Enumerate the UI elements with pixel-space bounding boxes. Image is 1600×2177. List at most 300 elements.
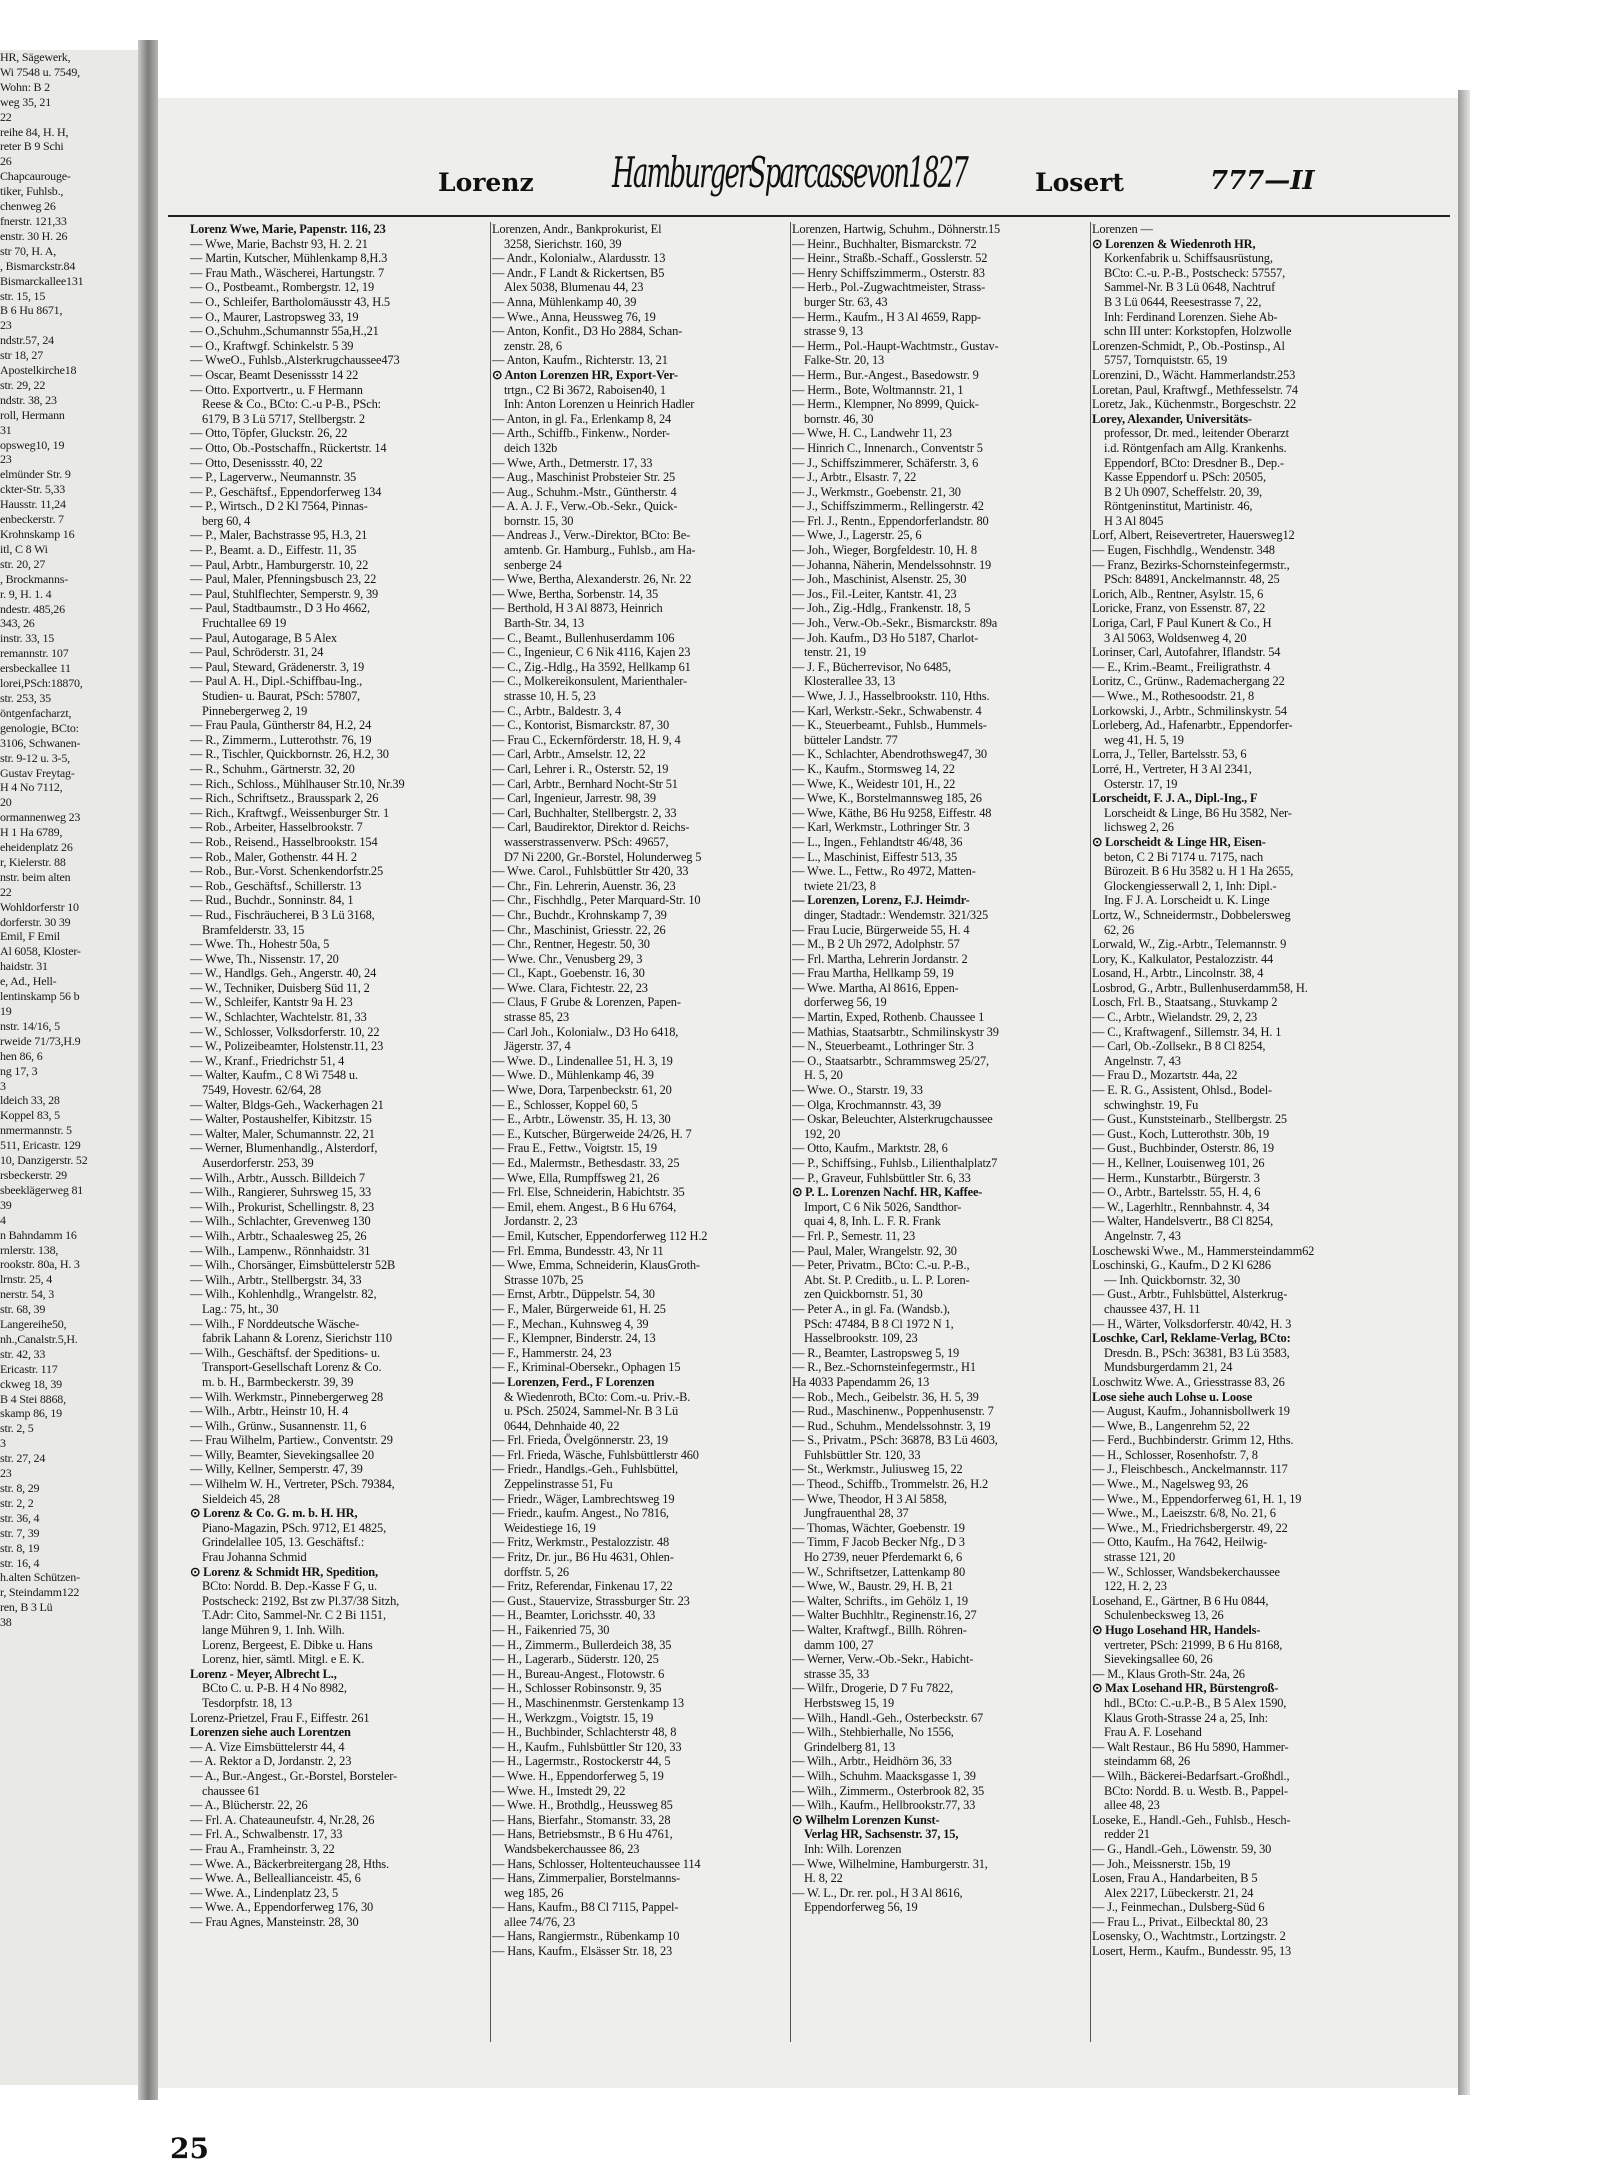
directory-entry: — Anton, Konfit., D3 Ho 2884, Schan- — [492, 324, 683, 339]
directory-entry: Losch, Frl. B., Staatsang., Stuvkamp 2 — [1092, 995, 1278, 1010]
directory-entry: Lorich, Alb., Rentner, Asylstr. 15, 6 — [1092, 586, 1264, 601]
directory-entry: Pinnebergerweg 2, 19 — [202, 703, 308, 718]
directory-entry: Lorenz Wwe, Marie, Papenstr. 116, 23 — [190, 222, 386, 236]
directory-entry: Lorkowski, J., Arbtr., Schmilinskystr. 54 — [1092, 703, 1287, 718]
directory-entry: — Willy, Beamter, Sievekingsallee 20 — [190, 1447, 374, 1462]
directory-entry: — Theod., Schiffb., Trommelstr. 26, H.2 — [792, 1477, 989, 1492]
directory-entry: — J., Fleischbesch., Anckelmannstr. 117 — [1092, 1462, 1288, 1477]
adjacent-page-line: 23 — [0, 318, 12, 333]
adjacent-page-line: rookstr. 80a, H. 3 — [0, 1257, 80, 1272]
directory-entry: — C., Kraftwagenf., Sillemstr. 34, H. 1 — [1092, 1024, 1282, 1039]
directory-entry: — E., Schlosser, Koppel 60, 5 — [492, 1097, 638, 1112]
directory-entry: — Eugen, Fischhdlg., Wendenstr. 348 — [1092, 543, 1275, 558]
directory-entry: Lorenzen-Schmidt, P., Ob.-Postinsp., Al — [1092, 338, 1285, 353]
adjacent-page-line: h.alten Schützen- — [0, 1570, 80, 1585]
directory-entry: — W., Schlosser, Wandsbekerchaussee — [1092, 1564, 1280, 1579]
adjacent-page-line: 511, Ericastr. 129 — [0, 1138, 81, 1153]
directory-entry: — Wwe. O., Starstr. 19, 33 — [792, 1083, 923, 1098]
directory-entry: Piano-Magazin, PSch. 9712, E1 4825, — [202, 1520, 387, 1535]
directory-entry: BCto: Nordd. B. u. Westb. B., Pappel- — [1104, 1783, 1288, 1798]
directory-entry: — Andr., F Landt & Rickertsen, B5 — [492, 265, 665, 280]
directory-entry: tenstr. 21, 19 — [804, 645, 866, 660]
adjacent-page-line: sbeeklägerweg 81 — [0, 1182, 84, 1197]
directory-entry: Loretz, Jak., Küchenmstr., Borgeschstr. 22 — [1092, 397, 1297, 412]
adjacent-page-line: Emil, F Emil — [0, 929, 60, 944]
directory-entry: Herbstsweg 15, 19 — [804, 1695, 895, 1710]
directory-entry: B 2 Uh 0907, Scheffelstr. 20, 39, — [1104, 484, 1262, 499]
directory-entry: — F., Maler, Bürgerweide 61, H. 25 — [492, 1301, 666, 1316]
directory-entry: — Rud., Buchdr., Sonninstr. 84, 1 — [190, 893, 354, 908]
adjacent-page-line: ndstr. 38, 23 — [0, 392, 57, 407]
adjacent-page-line: rnlerstr. 138, — [0, 1242, 59, 1257]
directory-entry: — K., Kaufm., Stormsweg 14, 22 — [792, 761, 955, 776]
directory-entry: strasse 35, 33 — [804, 1666, 870, 1681]
directory-entry: — Heinr., Straßb.-Schaff., Gosslerstr. 52 — [792, 251, 988, 266]
directory-entry: — Hans, Kaufm., B8 Cl 7115, Pappel- — [492, 1900, 679, 1915]
directory-entry: Kasse Eppendorf u. PSch: 20505, — [1104, 470, 1266, 485]
directory-entry: H 3 Al 8045 — [1104, 513, 1164, 528]
directory-entry: — W., Lagerhltr., Rennbahnstr. 4, 34 — [1092, 1199, 1270, 1214]
directory-entry: ⊙ Lorenz & Co. G. m. b. H. HR, — [190, 1506, 358, 1521]
adjacent-page-line: HR, Sägewerk, — [0, 50, 71, 64]
directory-entry: — H., Zimmerm., Bullerdeich 38, 35 — [492, 1637, 672, 1652]
directory-entry: — Frl. P., Semestr. 11, 23 — [792, 1228, 915, 1243]
directory-entry: — W., Schriftsetzer, Lattenkamp 80 — [792, 1564, 965, 1579]
directory-entry: — Wwe., M., Rothesoodstr. 21, 8 — [1092, 689, 1255, 703]
directory-entry: — Joh., Meissnerstr. 15b, 19 — [1092, 1856, 1231, 1871]
directory-entry: — R., Bez.-Schornsteinfegermstr., H1 — [792, 1360, 976, 1375]
directory-entry: — F., Mechan., Kuhnsweg 4, 39 — [492, 1316, 649, 1331]
directory-entry: — Henry Schiffszimmerm., Osterstr. 83 — [792, 265, 985, 280]
directory-entry: Lorscheidt, F. J. A., Dipl.-Ing., F — [1092, 791, 1258, 806]
directory-entry: — Fritz, Dr. jur., B6 Hu 4631, Ohlen- — [492, 1550, 674, 1565]
directory-entry: Röntgeninstitut, Martinistr. 46, — [1104, 499, 1253, 514]
directory-entry: — C., Ingenieur, C 6 Nik 4116, Kajen 23 — [492, 645, 691, 660]
directory-entry: — Wilh., Zimmerm., Osterbrook 82, 35 — [792, 1783, 985, 1798]
adjacent-page-line: reter B 9 Schi — [0, 139, 64, 154]
directory-entry: — H., Lagerarb., Süderstr. 120, 25 — [492, 1652, 659, 1667]
directory-entry: — P., Maler, Bachstrasse 95, H.3, 21 — [190, 528, 368, 543]
directory-entry: — Wwe. D., Mühlenkamp 46, 39 — [492, 1068, 654, 1083]
directory-entry: — Wwe. A., Belleallianceistr. 45, 6 — [190, 1871, 361, 1886]
directory-entry: Lag.: 75, ht., 30 — [202, 1301, 279, 1316]
directory-entry: — P., Graveur, Fuhlsbüttler Str. 6, 33 — [792, 1170, 971, 1185]
adjacent-page-line: roll, Hermann — [0, 407, 65, 422]
directory-entry: — Wilh., Lampenw., Rönnhaidstr. 31 — [190, 1243, 371, 1258]
directory-entry: bornstr. 15, 30 — [504, 513, 574, 528]
directory-entry: — F., Hammerstr. 24, 23 — [492, 1345, 612, 1360]
directory-entry: Inh: Wilh. Lorenzen — [804, 1841, 902, 1856]
directory-entry: Loritz, C., Grünw., Rademachergang 22 — [1092, 674, 1285, 689]
directory-entry: — Wilh., Arbtr., Heinstr 10, H. 4 — [190, 1404, 349, 1419]
adjacent-page-line: öntgenfacharzt, — [0, 705, 72, 720]
directory-entry: — Rob., Geschäftsf., Schillerstr. 13 — [190, 878, 362, 893]
directory-entry: — Paul, Stadtbaumstr., D 3 Ho 4662, — [190, 601, 370, 616]
directory-entry: — Gust., Koch, Lutterothstr. 30b, 19 — [1092, 1126, 1270, 1141]
directory-entry: Inh: Anton Lorenzen u Heinrich Hadler — [504, 397, 695, 412]
entry-column-4 — [1092, 222, 1388, 2072]
directory-entry: damm 100, 27 — [804, 1637, 874, 1652]
directory-entry: — August, Kaufm., Johannisbollwerk 19 — [1092, 1404, 1290, 1419]
directory-entry: D7 Ni 2200, Gr.-Borstel, Holunderweg 5 — [504, 849, 702, 864]
directory-entry: — Paul, Maler, Pfenningsbusch 23, 22 — [190, 572, 377, 587]
directory-entry: — Friedr., Handlgs.-Geh., Fuhlsbüttel, — [492, 1462, 678, 1477]
adjacent-page-line: 39 — [0, 1197, 12, 1212]
directory-entry: — Wwe., M., Friedrichsbergerstr. 49, 22 — [1092, 1520, 1288, 1535]
directory-entry: — Carl, Baudirektor, Direktor d. Reichs- — [492, 820, 690, 835]
directory-entry: — Wwe. H., Brothdlg., Heussweg 85 — [492, 1798, 673, 1813]
directory-entry: — Wwe, Wilhelmine, Hamburgerstr. 31, — [792, 1856, 988, 1871]
directory-entry: ⊙ Lorscheidt & Linge HR, Eisen- — [1092, 834, 1266, 849]
directory-entry: B 3 Lü 0644, Reesestrasse 7, 22, — [1104, 294, 1262, 309]
adjacent-page-line: r, Steindamm122 — [0, 1585, 80, 1600]
directory-entry: — W., Schleifer, Kantstr 9a H. 23 — [190, 995, 353, 1010]
adjacent-page-line: r. 9, H. 1. 4 — [0, 586, 52, 601]
directory-entry: T.Adr: Cito, Sammel-Nr. C 2 Bi 1151, — [202, 1608, 386, 1623]
directory-entry: Lorwald, W., Zig.-Arbtr., Telemannstr. 9 — [1092, 937, 1287, 952]
adjacent-page-line: Wohldorferstr 10 — [0, 899, 79, 914]
adjacent-page-line: 26 — [0, 154, 12, 169]
directory-entry: — Joh., Wieger, Borgfeldestr. 10, H. 8 — [792, 543, 977, 558]
directory-entry: — Wwe., Anna, Heussweg 76, 19 — [492, 309, 656, 324]
directory-entry: Losand, H., Arbtr., Lincolnstr. 38, 4 — [1092, 966, 1264, 981]
directory-entry: — Wwe, Bertha, Alexanderstr. 26, Nr. 22 — [492, 572, 692, 587]
directory-entry: zenstr. 28, 6 — [504, 338, 562, 353]
directory-entry: — Otto, Desenissstr. 40, 22 — [190, 455, 323, 470]
directory-entry: — Claus, F Grube & Lorenzen, Papen- — [492, 995, 681, 1010]
adjacent-page-line: ndestr. 485,26 — [0, 601, 65, 616]
directory-entry: — Heinr., Buchhalter, Bismarckstr. 72 — [792, 236, 977, 251]
directory-entry: BCto: Nordd. B. Dep.-Kasse F G, u. — [202, 1579, 377, 1594]
header-first-entry: Lorenz — [438, 168, 534, 197]
directory-entry: — J., Arbtr., Elsastr. 7, 22 — [792, 470, 917, 485]
directory-entry: bornstr. 46, 30 — [804, 411, 874, 426]
directory-entry: — A. Vize Eimsbüttelerstr 44, 4 — [190, 1739, 345, 1754]
directory-entry: — Herm., Bote, Woltmannstr. 21, 1 — [792, 382, 964, 397]
directory-entry: Ho 2739, neuer Pferdemarkt 6, 6 — [804, 1550, 963, 1565]
directory-entry: — H., Schlosser Robinsonstr. 9, 35 — [492, 1681, 662, 1696]
directory-entry: — Gust., Arbtr., Fuhlsbüttel, Alsterkrug- — [1092, 1287, 1288, 1302]
directory-entry: — Wilh. Werkmstr., Pinnebergerweg 28 — [190, 1389, 384, 1404]
directory-entry: — Wilh., Arbtr., Heidhörn 36, 33 — [792, 1754, 952, 1769]
directory-entry: — W., Techniker, Duisberg Süd 11, 2 — [190, 980, 370, 995]
adjacent-page-line: str. 8, 19 — [0, 1540, 40, 1555]
directory-entry: — Peter, Privatm., BCto: C.-u. P.-B., — [792, 1258, 970, 1273]
adjacent-page-line: Wi 7548 u. 7549, — [0, 64, 80, 79]
directory-entry: — Aug., Maschinist Probsteier Str. 25 — [492, 470, 676, 485]
directory-entry: — O., Schleifer, Bartholomäusstr 43, H.5 — [190, 294, 390, 309]
adjacent-page-line: nerstr. 54, 3 — [0, 1287, 55, 1302]
directory-entry: Frau Johanna Schmid — [202, 1550, 307, 1565]
directory-entry: — Frau Wilhelm, Partiew., Conventstr. 29 — [190, 1433, 393, 1448]
directory-entry: — Frau D., Mozartstr. 44a, 22 — [1092, 1068, 1238, 1083]
adjacent-page-line: e, Ad., Hell- — [0, 974, 57, 989]
adjacent-page-line: enstr. 30 H. 26 — [0, 228, 68, 243]
directory-entry: — Wilfr., Drogerie, D 7 Fu 7822, — [792, 1681, 954, 1696]
adjacent-page-line: str. 2, 5 — [0, 1421, 34, 1436]
directory-entry: — Carl, Ob.-Zollsekr., B 8 Cl 8254, — [1092, 1039, 1266, 1054]
directory-entry: 122, H. 2, 23 — [1104, 1579, 1167, 1594]
directory-entry: — Wilh., Kohlenhdlg., Wrangelstr. 82, — [190, 1287, 377, 1302]
directory-entry: — Mathias, Staatsarbtr., Schmilinskystr 39 — [792, 1024, 999, 1039]
directory-entry: — Wwe., M., Nagelsweg 93, 26 — [1092, 1477, 1248, 1492]
directory-entry: — Otto, Kaufm., Marktstr. 28, 6 — [792, 1141, 948, 1156]
adjacent-page-line: dorferstr. 30 39 — [0, 914, 71, 929]
directory-entry: — Frl. Else, Schneiderin, Habichtstr. 35 — [492, 1185, 685, 1200]
directory-entry: — Andr., Kolonialw., Alardusstr. 13 — [492, 251, 666, 266]
directory-entry: berg 60, 4 — [202, 513, 251, 528]
directory-entry: — H., Werkzgm., Voigtstr. 15, 19 — [492, 1710, 654, 1725]
directory-entry: — Walter, Handelsvertr., B8 Cl 8254, — [1092, 1214, 1274, 1229]
adjacent-page-line: Ericastr. 117 — [0, 1361, 58, 1376]
directory-entry: — Wwe, Emma, Schneiderin, KlausGroth- — [492, 1258, 700, 1273]
directory-entry: — Hans, Zimmerpalier, Borstelmanns- — [492, 1871, 680, 1886]
directory-entry: — Wilh., Bäckerei-Bedarfsart.-Großhdl., — [1092, 1768, 1290, 1783]
directory-entry: Lorleberg, Ad., Hafenarbtr., Eppendorfer- — [1092, 718, 1293, 733]
directory-entry: Bramfelderstr. 33, 15 — [202, 922, 305, 937]
adjacent-page-line: reihe 84, H. H, — [0, 124, 69, 139]
directory-entry: ⊙ Hugo Losehand HR, Handels- — [1092, 1623, 1261, 1637]
directory-entry: chaussee 437, H. 11 — [1104, 1301, 1201, 1316]
directory-entry: — R., Beamter, Lastropsweg 5, 19 — [792, 1345, 960, 1360]
directory-entry: — W., Schlosser, Volksdorferstr. 10, 22 — [190, 1024, 380, 1039]
adjacent-page-line: 3 — [0, 1078, 6, 1093]
directory-entry: — Paul, Stuhlflechter, Semperstr. 9, 39 — [190, 586, 379, 601]
directory-entry: — Frl. Martha, Lehrerin Jordanstr. 2 — [792, 951, 968, 966]
adjacent-page-line: weg 35, 21 — [0, 94, 51, 109]
directory-entry: — L., Maschinist, Eiffestr 513, 35 — [792, 849, 958, 864]
page-header — [158, 148, 1458, 218]
directory-entry: Eppendorf, BCto: Dresdner B., Dep.- — [1104, 455, 1284, 470]
directory-entry: BCto: C.-u. P.-B., Postscheck: 57557, — [1104, 265, 1286, 280]
adjacent-page-line: genologie, BCto: — [0, 720, 79, 735]
directory-entry: — F., Kriminal-Obersekr., Ophagen 15 — [492, 1360, 681, 1375]
directory-entry: — Wwe, W., Baustr. 29, H. B, 21 — [792, 1579, 954, 1594]
directory-entry: — Wwe, Bertha, Sorbenstr. 14, 35 — [492, 586, 659, 601]
directory-entry: — Wilh., Kaufm., Hellbrookstr.77, 33 — [792, 1798, 976, 1813]
directory-entry: — Anton, Kaufm., Richterstr. 13, 21 — [492, 353, 668, 368]
directory-entry: vertreter, PSch: 21999, B 6 Hu 8168, — [1104, 1637, 1283, 1652]
directory-entry: — Fritz, Referendar, Finkenau 17, 22 — [492, 1579, 673, 1594]
directory-entry: — Frl. Frieda, Wäsche, Fuhlsbüttlerstr 460 — [492, 1447, 699, 1462]
adjacent-page-line: nh.,Canalstr.5,H. — [0, 1331, 78, 1346]
directory-entry: BCto C. u. P-B. H 4 No 8982, — [202, 1681, 347, 1696]
directory-entry: — Lorenzen, Ferd., F Lorenzen — [492, 1374, 655, 1389]
directory-entry: Frau A. F. Losehand — [1104, 1725, 1202, 1740]
adjacent-page-line: 22 — [0, 109, 12, 124]
adjacent-page-line: rsbeckerstr. 29 — [0, 1167, 67, 1182]
directory-entry: — Frau E., Fettw., Voigtstr. 15, 19 — [492, 1141, 657, 1156]
directory-entry: Schulenbecksweg 13, 26 — [1104, 1608, 1224, 1623]
directory-entry: Lorenz, hier, sämtl. Mitgl. e E. K. — [202, 1652, 365, 1667]
directory-entry: Lorinser, Carl, Autofahrer, Iflandstr. 54 — [1092, 645, 1281, 660]
directory-entry: — Wwe. D., Lindenallee 51, H. 3, 19 — [492, 1053, 673, 1068]
adjacent-page-line: str 18, 27 — [0, 348, 44, 363]
directory-entry: — H., Lagermstr., Rostockerstr 44, 5 — [492, 1754, 671, 1769]
directory-entry: — R., Schuhm., Gärtnerstr. 32, 20 — [190, 761, 355, 776]
directory-entry: — O., Arbtr., Bartelsstr. 55, H. 4, 6 — [1092, 1185, 1261, 1200]
directory-entry: — J., Werkmstr., Goebenstr. 21, 30 — [792, 484, 961, 499]
directory-entry: 3 Al 5063, Woldsenweg 4, 20 — [1104, 630, 1247, 645]
directory-entry: Weidestiege 16, 19 — [504, 1520, 596, 1535]
directory-entry: — Friedr., kaufm. Angest., No 7816, — [492, 1506, 669, 1521]
directory-entry: — Rob., Arbeiter, Hasselbrookstr. 7 — [190, 820, 363, 835]
directory-entry: — Paul, Maler, Wrangelstr. 92, 30 — [792, 1243, 957, 1258]
page-edge-shadow — [1458, 90, 1470, 2095]
directory-entry: — Friedr., Wäger, Lambrechtsweg 19 — [492, 1491, 675, 1506]
adjacent-page-line: Gustav Freytag- — [0, 765, 75, 780]
directory-entry: 0644, Dehnhaide 40, 22 — [504, 1418, 620, 1433]
directory-entry: Lorré, H., Vertreter, H 3 Al 2341, — [1092, 761, 1252, 776]
directory-entry: Import, C 6 Nik 5026, Sandthor- — [804, 1199, 962, 1214]
directory-entry: — Walt Restaur., B6 Hu 5890, Hammer- — [1092, 1739, 1289, 1754]
directory-entry: Mundsburgerdamm 21, 24 — [1104, 1360, 1233, 1375]
directory-entry: Losert, Herm., Kaufm., Bundesstr. 95, 13 — [1092, 1944, 1292, 1959]
header-rule — [168, 215, 1450, 217]
adjacent-page-line: eheidenplatz 26 — [0, 840, 73, 855]
adjacent-page-line: str. 27, 24 — [0, 1451, 46, 1466]
directory-entry: — Martin, Exped, Rothenb. Chaussee 1 — [792, 1010, 985, 1025]
directory-entry: — Herm., Kunstarbtr., Bürgerstr. 3 — [1092, 1170, 1260, 1185]
directory-page — [158, 98, 1458, 2165]
directory-entry: Losehand, E., Gärtner, B 6 Hu 0844, — [1092, 1593, 1269, 1608]
directory-entry: wasserstrassenverw. PSch: 49657, — [504, 834, 669, 849]
directory-entry: — Rich., Kraftwgf., Weissenburger Str. 1 — [190, 805, 390, 820]
directory-entry: — Frl. Emma, Bundesstr. 43, Nr 11 — [492, 1243, 664, 1258]
directory-entry: — Hans, Rangiermstr., Rübenkamp 10 — [492, 1929, 680, 1944]
adjacent-page-line: 23 — [0, 452, 12, 467]
directory-entry: — Rob., Reisend., Hasselbrookstr. 154 — [190, 834, 378, 849]
directory-entry: — Johanna, Näherin, Mendelssohnstr. 19 — [792, 557, 992, 572]
directory-entry: 5757, Tornquiststr. 65, 19 — [1104, 353, 1228, 368]
directory-entry: — O.,Schuhm.,Schumannstr 55a,H.,21 — [190, 324, 379, 339]
directory-entry: — Gust., Kunststeinarb., Stellbergstr. 25 — [1092, 1112, 1287, 1127]
directory-entry: — W., Schlachter, Wachtelstr. 81, 33 — [190, 1010, 367, 1025]
adjacent-page-line: str. 2, 2 — [0, 1495, 34, 1510]
directory-entry: — Wwe, Käthe, B6 Hu 9258, Eiffestr. 48 — [792, 805, 992, 820]
directory-entry: Dresdn. B., PSch: 36381, B3 Lü 3583, — [1104, 1345, 1290, 1360]
directory-entry: — St., Werkmstr., Juliusweg 15, 22 — [792, 1462, 963, 1477]
entry-column-1 — [190, 222, 486, 2072]
directory-entry: — C., Beamt., Bullenhuserdamm 106 — [492, 630, 675, 645]
directory-entry: — Chr., Fin. Lehrerin, Auenstr. 36, 23 — [492, 878, 676, 893]
directory-entry: — H., Buchbinder, Schlachterstr 48, 8 — [492, 1725, 677, 1740]
directory-entry: — N., Steuerbeamt., Lothringer Str. 3 — [792, 1039, 974, 1054]
directory-entry: — Walter, Schrifts., im Gehölz 1, 19 — [792, 1593, 968, 1608]
directory-entry: Glockengiesserwall 2, 1, Inh: Dipl.- — [1104, 878, 1277, 893]
adjacent-page-line: Krohnskamp 16 — [0, 527, 75, 541]
directory-entry: — H., Kaufm., Fuhlsbüttler Str 120, 33 — [492, 1739, 682, 1754]
directory-entry: ⊙ P. L. Lorenzen Nachf. HR, Kaffee- — [792, 1185, 983, 1200]
directory-entry: — Frl. Frieda, Övelgönnerstr. 23, 19 — [492, 1433, 668, 1448]
directory-entry: Lorf, Albert, Reisevertreter, Hauersweg12 — [1092, 528, 1295, 543]
directory-entry: steindamm 68, 26 — [1104, 1754, 1191, 1769]
directory-entry: dinger, Stadtadr.: Wendemstr. 321/325 — [804, 907, 989, 922]
directory-entry: i.d. Röntgenfach am Allg. Krankenhs. — [1104, 440, 1287, 455]
directory-entry: allee 48, 23 — [1104, 1798, 1160, 1813]
directory-entry: Barth-Str. 34, 13 — [504, 616, 585, 631]
directory-entry: — Andreas J., Verw.-Direktor, BCto: Be- — [492, 528, 691, 543]
directory-entry: — Wilh., Stehbierhalle, No 1556, — [792, 1725, 954, 1740]
adjacent-page-line: hen 86, 6 — [0, 1048, 43, 1063]
adjacent-page-line: nstr. 14/16, 5 — [0, 1018, 60, 1033]
adjacent-page-line: str. 9-12 u. 3-5, — [0, 750, 70, 765]
directory-entry: — A. Rektor a D, Jordanstr. 2, 23 — [190, 1754, 352, 1769]
directory-entry: strasse 10, H. 5, 23 — [504, 689, 596, 703]
directory-entry: — Walter, Postaushelfer, Kibitzstr. 15 — [190, 1112, 372, 1127]
directory-entry: — Chr., Fischhdlg., Peter Marquard-Str. 10 — [492, 893, 701, 908]
directory-entry: Angelnstr. 7, 43 — [1104, 1228, 1181, 1243]
directory-entry: — Aug., Schuhm.-Mstr., Güntherstr. 4 — [492, 484, 677, 499]
adjacent-page-line: str. 15, 15 — [0, 288, 46, 303]
directory-entry: — Franz, Bezirks-Schornsteinfegermstr., — [1092, 557, 1290, 572]
adjacent-page-line: str. 42, 33 — [0, 1346, 46, 1361]
entry-column-3 — [792, 222, 1088, 2072]
directory-entry: Inh: Ferdinand Lorenzen. Siehe Ab- — [1104, 309, 1278, 324]
directory-entry: Jungfrauenthal 28, 37 — [804, 1506, 909, 1521]
directory-entry: — Hans, Schlosser, Holtenteuchaussee 114 — [492, 1856, 701, 1871]
directory-entry: senberge 24 — [504, 557, 562, 572]
directory-entry: — Wwe., M., Laeiszstr. 6/8, No. 21, 6 — [1092, 1506, 1276, 1521]
directory-entry: — Berthold, H 3 Al 8873, Heinrich — [492, 601, 663, 616]
directory-entry: — Walter, Kaufm., C 8 Wi 7548 u. — [190, 1068, 358, 1083]
directory-entry: Verlag HR, Sachsenstr. 37, 15, — [804, 1827, 959, 1842]
directory-entry: 192, 20 — [804, 1126, 841, 1141]
directory-entry: Loschke, Carl, Reklame-Verlag, BCto: — [1092, 1331, 1291, 1346]
directory-entry: Fruchtallee 69 19 — [202, 616, 287, 631]
directory-entry: allee 74/76, 23 — [504, 1914, 576, 1929]
directory-entry: — Carl, Arbtr., Amselstr. 12, 22 — [492, 747, 646, 762]
directory-entry: Lorenzini, D., Wächt. Hammerlandstr.253 — [1092, 367, 1296, 382]
directory-entry: — S., Privatm., PSch: 36878, B3 Lü 4603, — [792, 1433, 998, 1448]
adjacent-page-line: opsweg10, 19 — [0, 437, 65, 452]
adjacent-page-line: lrnstr. 25, 4 — [0, 1272, 53, 1287]
directory-entry: — Wwe, Theodor, H 3 Al 5858, — [792, 1491, 947, 1506]
directory-entry: — W., Polizeibeamter, Holstenstr.11, 23 — [190, 1039, 384, 1054]
directory-entry: — Rud., Maschinenw., Poppenhusenstr. 7 — [792, 1404, 994, 1419]
directory-entry: ⊙ Wilhelm Lorenzen Kunst- — [792, 1812, 940, 1827]
directory-entry: Postscheck: 2192, Bst zw Pl.37/38 Sitzh, — [202, 1593, 400, 1608]
directory-entry: — Frl. A., Schwalbenstr. 17, 33 — [190, 1827, 343, 1842]
adjacent-page-line: H 1 Ha 6789, — [0, 825, 63, 840]
directory-entry: — Paul, Steward, Grädenerstr. 3, 19 — [190, 659, 365, 674]
adjacent-page-line: Chapcaurouge- — [0, 169, 71, 184]
directory-entry: — Herm., Pol.-Haupt-Wachtmstr., Gustav- — [792, 338, 999, 353]
directory-entry: strasse 85, 23 — [504, 1010, 570, 1025]
directory-entry: Lorenz-Prietzel, Frau F., Eiffestr. 261 — [190, 1710, 370, 1725]
directory-entry: — H., Faikenried 75, 30 — [492, 1623, 610, 1637]
directory-entry: — C., Arbtr., Wielandstr. 29, 2, 23 — [1092, 1010, 1258, 1025]
directory-entry: — W., Kranf., Friedrichstr 51, 4 — [190, 1053, 345, 1068]
directory-entry: Losbrod, G., Arbtr., Bullenhuserdamm58, H. — [1092, 980, 1308, 995]
directory-entry: — P., Lagerverw., Neumannstr. 35 — [190, 470, 357, 485]
adjacent-page-line: str. 7, 39 — [0, 1525, 40, 1540]
directory-entry: Sievekingsallee 60, 26 — [1104, 1652, 1213, 1667]
directory-entry: — Gust., Buchbinder, Osterstr. 86, 19 — [1092, 1141, 1274, 1156]
directory-entry: — Otto, Töpfer, Gluckstr. 26, 22 — [190, 426, 348, 441]
directory-entry: — Wwe. L., Fettw., Ro 4972, Matten- — [792, 864, 976, 879]
directory-entry: — Anna, Mühlenkamp 40, 39 — [492, 294, 637, 309]
directory-entry: — Frau Martha, Hellkamp 59, 19 — [792, 966, 954, 981]
directory-entry: weg 185, 26 — [504, 1885, 564, 1900]
directory-entry: — Frau Paula, Güntherstr 84, H.2, 24 — [190, 718, 372, 733]
directory-entry: Lorenzen, Andr., Bankprokurist, El — [492, 222, 662, 236]
entry-columns — [170, 222, 1440, 2165]
adjacent-page-line: 23 — [0, 1466, 12, 1481]
adjacent-page-line: str. 16, 4 — [0, 1555, 40, 1570]
adjacent-page-line: str. 68, 39 — [0, 1302, 46, 1317]
adjacent-page-line: H 4 No 7112, — [0, 780, 63, 795]
